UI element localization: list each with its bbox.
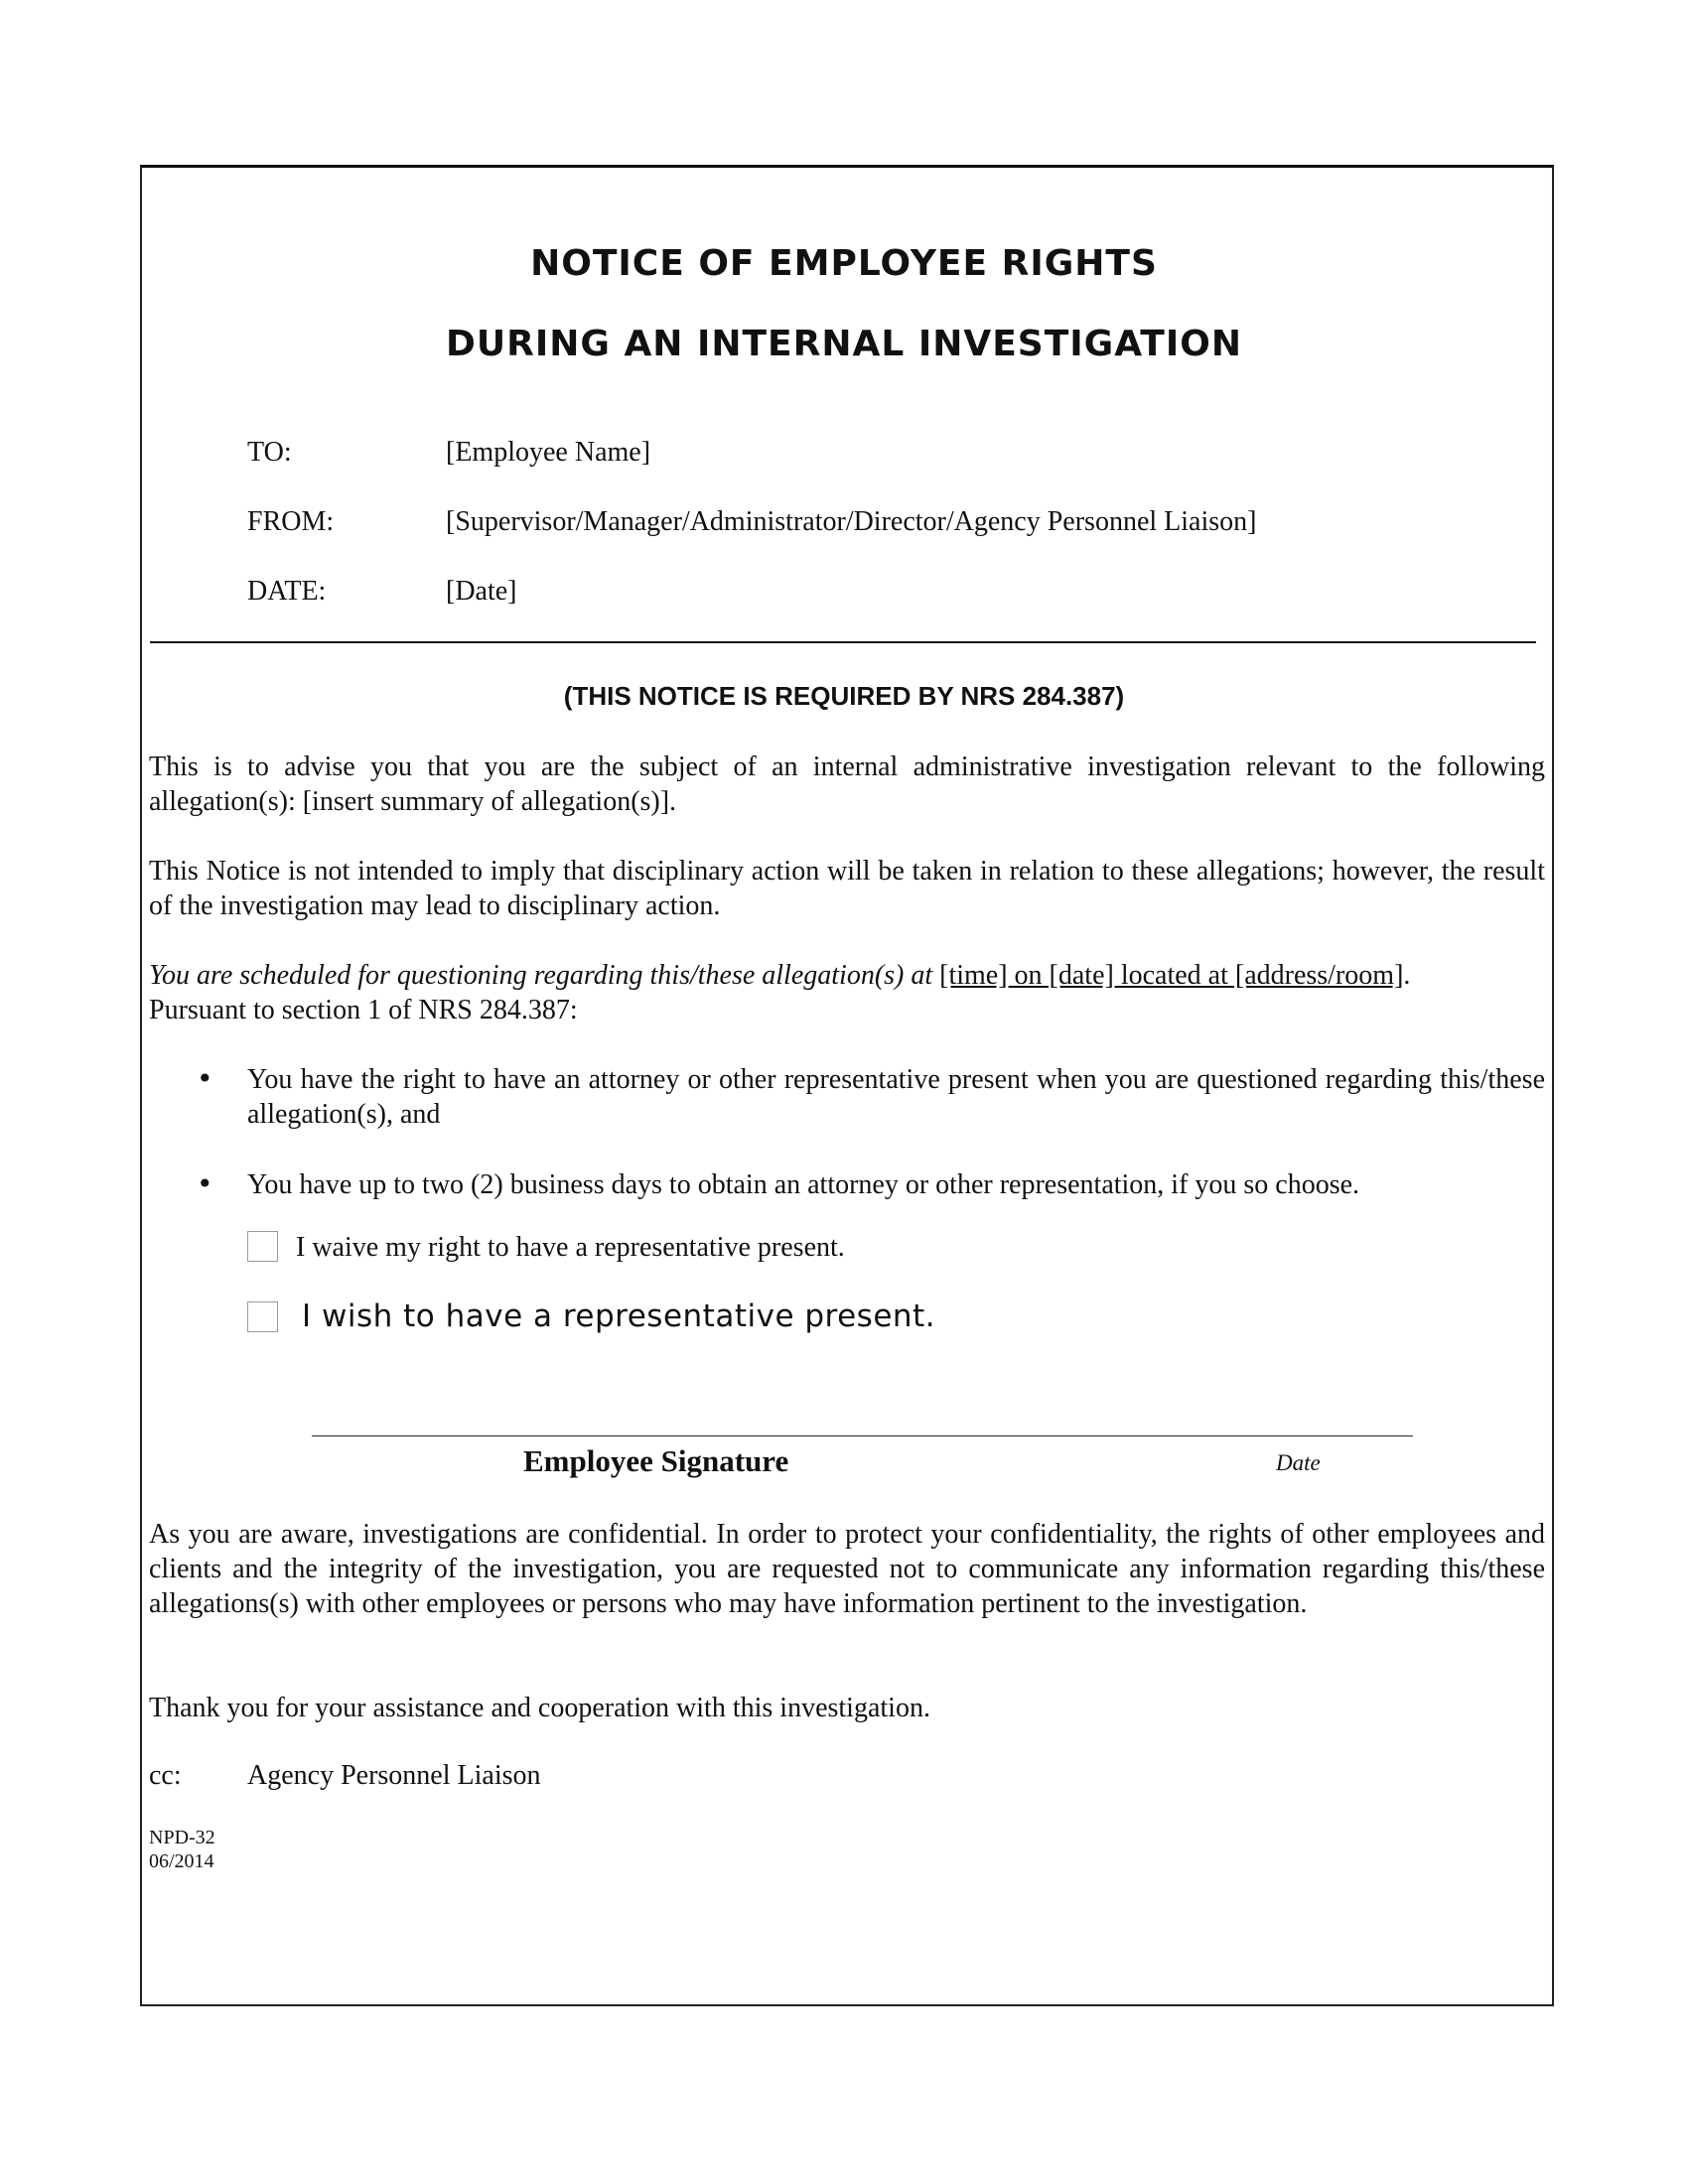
employee-signature-label: Employee Signature	[523, 1443, 789, 1478]
date-label: DATE:	[247, 576, 327, 607]
form-date: 06/2014	[149, 1850, 214, 1872]
signature-date-label: Date	[1276, 1450, 1321, 1475]
schedule-pursuant-line: Pursuant to section 1 of NRS 284.387:	[149, 995, 578, 1025]
cc-label: cc:	[149, 1760, 182, 1791]
to-value: [Employee Name]	[446, 437, 651, 468]
signature-line	[312, 1435, 1413, 1436]
bullet-icon: •	[197, 1167, 213, 1200]
form-number: NPD-32	[149, 1827, 215, 1848]
paragraph-subject: This is to advise you that you are the subject of an internal administrative investigation relevant to the following allegation(s): [insert summary of allegation(s)].	[149, 751, 1545, 817]
to-label: TO:	[247, 437, 292, 468]
required-notice: (THIS NOTICE IS REQUIRED BY NRS 284.387)	[563, 681, 1125, 711]
paragraph-thank-you: Thank you for your assistance and cooperation with this investigation.	[149, 1693, 930, 1723]
from-label: FROM:	[247, 506, 335, 537]
bullet-two-business-days: You have up to two (2) business days to obtain an attorney or other representation, if you so choose.	[247, 1169, 1360, 1200]
title-line-2: DURING AN INTERNAL INVESTIGATION	[446, 324, 1242, 364]
wish-representative-label: I wish to have a representative present.	[302, 1298, 936, 1334]
wish-representative-checkbox[interactable]	[247, 1301, 278, 1332]
header-divider	[150, 641, 1536, 643]
schedule-end-punct: .	[1403, 960, 1411, 991]
from-value: [Supervisor/Manager/Administrator/Director/Agency Personnel Liaison]	[446, 506, 1257, 537]
bullet-right-to-representative: You have the right to have an attorney or other representative present when you are questioned regarding this/these allegation(s), and	[247, 1064, 1545, 1130]
waive-right-checkbox[interactable]	[247, 1231, 278, 1262]
paragraph-schedule	[149, 958, 1545, 1027]
bullet-icon: •	[197, 1062, 213, 1095]
schedule-italic-text: You are scheduled for questioning regarding this/these allegation(s) at	[149, 960, 933, 991]
schedule-details: [time] on [date] located at [address/room]	[939, 960, 1404, 991]
date-value: [Date]	[446, 576, 517, 607]
cc-value: Agency Personnel Liaison	[247, 1760, 541, 1791]
paragraph-disclaimer: This Notice is not intended to imply that disciplinary action will be taken in relation to these allegations; however, the result of the investigation may lead to disciplinary action.	[149, 856, 1545, 921]
paragraph-confidentiality: As you are aware, investigations are confidential. In order to protect your confidentiality, the rights of other employees and clients and the integrity of the investigation, you are requested not to communicate any information regarding this/these allegations(s) with other employees or persons who may have information pertinent to the investigation.	[149, 1519, 1545, 1619]
waive-right-label: I waive my right to have a representative present.	[296, 1232, 845, 1263]
title-line-1: NOTICE OF EMPLOYEE RIGHTS	[530, 243, 1158, 284]
